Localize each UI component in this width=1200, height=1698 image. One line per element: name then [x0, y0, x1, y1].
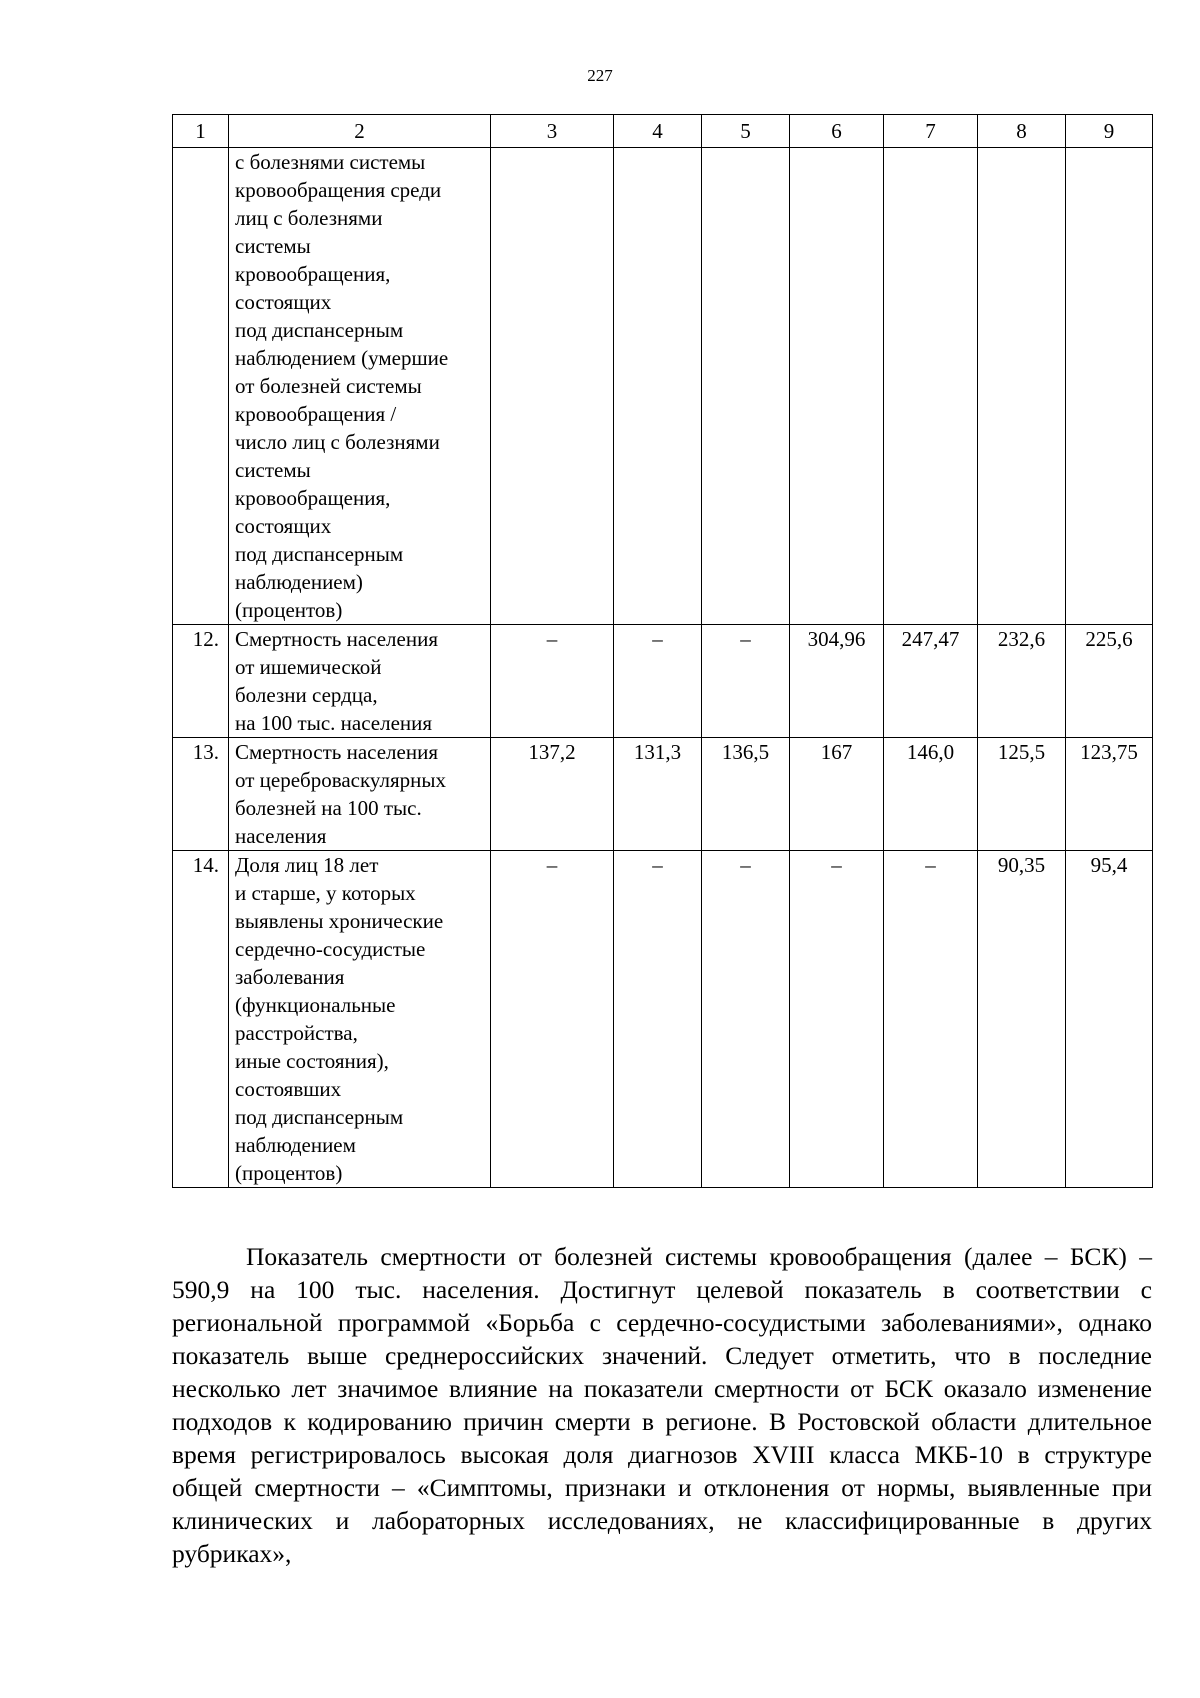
page-number: 227	[587, 66, 613, 85]
indicators-table	[172, 114, 1153, 1188]
body-paragraph: Показатель смертности от болезней системы кровообращения (далее – БСК) – 590,9 на 100 тыс. населения. Достигнут целевой показатель в соответствии с региональной программой «Борьба с сердечно-сосудистыми заболеваниями», однако показатель выше среднероссийских значений. Следует отметить, что в последние несколько лет значимое влияние на показатели смертности от БСК оказало изменение подходов к кодированию причин смерти в регионе. В Ростовской области длительное время регистрировалось высокая доля диагнозов XVIII класса МКБ-10 в структуре общей смертности – «Симптомы, признаки и отклонения от нормы, выявленные при клинических и лабораторных исследованиях, не классифицированные в других рубриках»,	[172, 1242, 1152, 1568]
table-row	[173, 148, 1153, 625]
value-cell: 95,4	[1066, 851, 1153, 1188]
value-cell	[978, 148, 1066, 625]
table-row	[173, 625, 1153, 738]
value-cell: –	[790, 851, 884, 1188]
value-cell	[702, 148, 790, 625]
row-number: 12.	[173, 625, 229, 738]
column-header: 7	[884, 115, 978, 148]
value-cell: 247,47	[884, 625, 978, 738]
value-cell: –	[884, 851, 978, 1188]
column-header: 5	[702, 115, 790, 148]
value-cell: 137,2	[491, 738, 614, 851]
value-cell: –	[614, 851, 702, 1188]
indicator-name: с болезнями системы кровообращения среди лиц с болезнями системы кровообращения, состоящих под диспансерным наблюдением (умершие от болезней системы кровообращения / число лиц с болезнями системы кровообращения, состоящих под диспансерным наблюдением) (процентов)	[229, 148, 491, 625]
value-cell: 146,0	[884, 738, 978, 851]
value-cell: 125,5	[978, 738, 1066, 851]
value-cell: –	[491, 625, 614, 738]
value-cell	[884, 148, 978, 625]
value-cell: –	[491, 851, 614, 1188]
value-cell: –	[614, 625, 702, 738]
value-cell: 232,6	[978, 625, 1066, 738]
column-header: 3	[491, 115, 614, 148]
value-cell	[614, 148, 702, 625]
column-header: 9	[1066, 115, 1153, 148]
value-cell: 131,3	[614, 738, 702, 851]
value-cell: 123,75	[1066, 738, 1153, 851]
indicator-name: Смертность населения от цереброваскулярных болезней на 100 тыс. населения	[229, 738, 491, 851]
row-number	[173, 148, 229, 625]
value-cell: 136,5	[702, 738, 790, 851]
column-header: 8	[978, 115, 1066, 148]
table-row	[173, 738, 1153, 851]
value-cell: 167	[790, 738, 884, 851]
row-number: 13.	[173, 738, 229, 851]
column-header: 2	[229, 115, 491, 148]
table-row	[173, 851, 1153, 1188]
column-header: 6	[790, 115, 884, 148]
value-cell	[491, 148, 614, 625]
value-cell: 304,96	[790, 625, 884, 738]
value-cell: 90,35	[978, 851, 1066, 1188]
value-cell: –	[702, 851, 790, 1188]
indicator-name: Доля лиц 18 лет и старше, у которых выявлены хронические сердечно-сосудистые заболевания (функциональные расстройства, иные состояния), состоявших под диспансерным наблюдением (процентов)	[229, 851, 491, 1188]
indicator-name: Смертность населения от ишемической болезни сердца, на 100 тыс. населения	[229, 625, 491, 738]
value-cell: –	[702, 625, 790, 738]
value-cell: 225,6	[1066, 625, 1153, 738]
column-header: 4	[614, 115, 702, 148]
value-cell	[790, 148, 884, 625]
column-header: 1	[173, 115, 229, 148]
value-cell	[1066, 148, 1153, 625]
table-header-row	[173, 115, 1153, 148]
row-number: 14.	[173, 851, 229, 1188]
